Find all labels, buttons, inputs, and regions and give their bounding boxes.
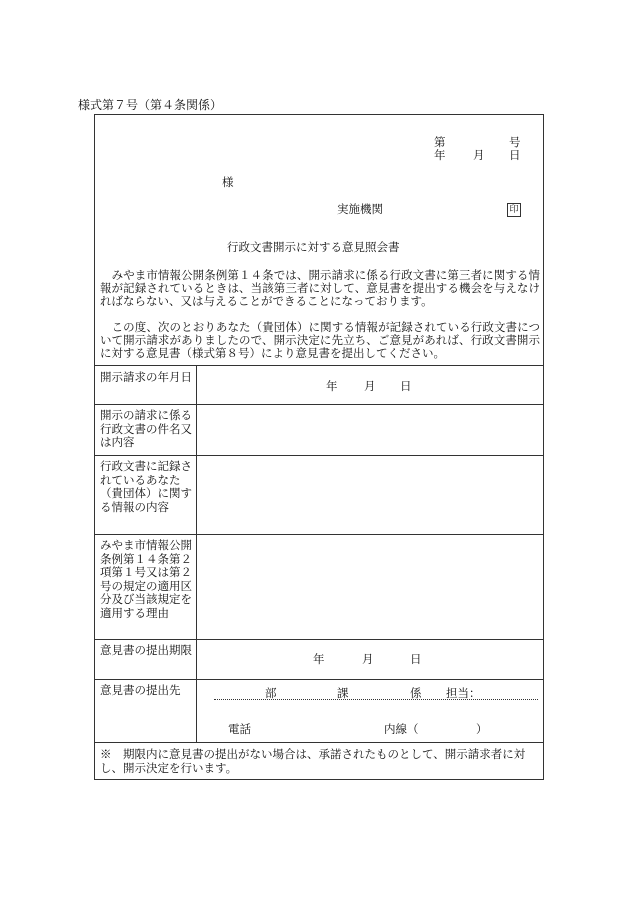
table-row-label: 行政文書に記録されているあなた（貴団体）に関する情報の内容 [100,459,192,514]
submit-dotted-line [214,699,538,700]
footnote: ※ 期限内に意見書の提出がない場合は、承諾されたものとして、開示請求者に対し、開示決定を行います。 [100,747,526,775]
submit-ext-open: 内線（ [384,722,419,736]
seal-icon: 印 [507,203,521,217]
submit-unit: 係 [410,686,422,700]
seal-mark [507,201,521,217]
information-content-field[interactable] [200,457,540,531]
document-title: 行政文書開示に対する意見照会書 [227,240,400,254]
submit-section: 課 [337,686,349,700]
submit-ext-close: ） [476,722,488,736]
table-row-label: 開示の請求に係る行政文書の件名又は内容 [100,408,192,449]
body-paragraph-2: この度、次のとおりあなた（貴団体）に関する情報が記録されている行政文書について開示請求がありましたので、開示決定に先立ち、ご意見があれば、行政文書開示に対する意見書（様式第８号）により意見書を提出してください。 [100,320,540,360]
table-bottom-line [94,742,544,743]
applicable-provision-field[interactable] [200,536,540,636]
table-row-label: 意見書の提出期限 [100,643,192,657]
document-subject-field[interactable] [200,406,540,452]
column-divider [196,365,197,742]
addressee-suffix: 様 [222,175,234,189]
submit-dept: 部 [265,686,277,700]
submit-person: 担当： [446,686,481,700]
row-divider [94,534,544,535]
table-row-label: 意見書の提出先 [100,683,181,697]
row-divider [94,679,544,680]
request-date-day: 日 [400,379,412,393]
agency-label: 実施機関 [337,202,383,216]
row-divider [94,455,544,456]
date-month: 月 [473,148,485,162]
request-date-month: 月 [364,379,376,393]
request-date-year: 年 [326,379,338,393]
number-dai: 第 [434,135,446,149]
deadline-year: 年 [313,652,325,666]
submit-phone-label: 電話 [228,722,251,736]
table-top-line [94,365,544,366]
date-year: 年 [434,148,446,162]
date-day: 日 [509,148,521,162]
deadline-month: 月 [362,652,374,666]
form-number: 様式第７号（第４条関係） [78,98,223,112]
body-paragraph-1: みやま市情報公開条例第１４条では、開示請求に係る行政文書に第三者に関する情報が記録されているときは、当該第三者に対して、意見書を提出する機会を与えなければならない、又は与えることができることになっております。 [100,268,540,308]
row-divider [94,404,544,405]
row-divider [94,639,544,640]
table-row-label: みやま市情報公開条例第１４条第２項第１号又は第２号の規定の適用区分及び当該規定を適用する理由 [100,538,192,620]
table-row-label: 開示請求の年月日 [100,370,192,384]
deadline-day: 日 [410,652,422,666]
number-go: 号 [509,135,521,149]
